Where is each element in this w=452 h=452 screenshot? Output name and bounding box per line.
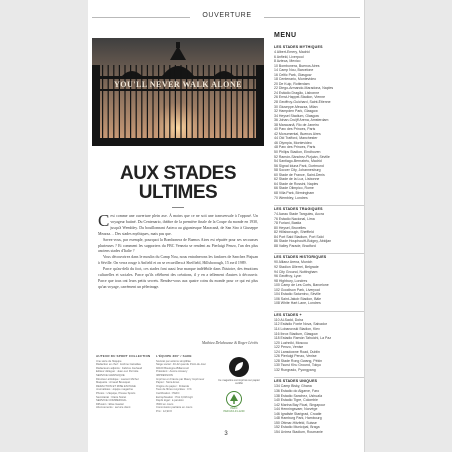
credit-line: Taux de fibres recyclées : 0 % (156, 388, 192, 392)
menu-item[interactable]: 46 Olympia, Montevideo (274, 140, 312, 145)
credit-line: Président : Aurore Amaury (156, 370, 188, 374)
menu-item[interactable]: 98 Highbury, Londres (274, 278, 308, 283)
menu-item[interactable]: 10 Bombonera, Buenos Aires (274, 63, 320, 68)
credit-line: IMPRESSION (156, 373, 173, 377)
menu-item[interactable]: 66 Stade Olimpico, Rome (274, 186, 314, 191)
menu-item[interactable]: 18 Centenario, Montevideo (274, 77, 317, 82)
page-number: 3 (224, 431, 228, 437)
gate-bar (203, 65, 204, 138)
credit-line: Origine du papier : Finlande (156, 384, 190, 388)
menu-item[interactable]: 4 Albert-Emery, Madrid (274, 50, 310, 54)
credit-line: Directeur artistique : Laurent Michel (96, 377, 139, 381)
gate-bar (152, 65, 153, 138)
credit-line: ISSN en cours (156, 402, 174, 406)
menu-section-heading: LES STADES HISTORIQUES (274, 253, 364, 260)
menu-item[interactable]: 20 De Kuip, Rotterdam (274, 81, 310, 86)
credits-lines (96, 360, 152, 410)
credits-column-2 (156, 355, 212, 414)
menu-item[interactable]: 132 Rungrado, Pyongyang (274, 367, 316, 372)
menu-item[interactable]: 88 Valley Parade, Bradford (274, 243, 316, 248)
menu-item[interactable]: 136 Estadio do Algarve, Faro (274, 389, 320, 393)
menu-item[interactable]: 42 Monumental, Buenos Aires (274, 131, 321, 136)
gate-bar (180, 65, 181, 138)
pefc-logo-icon (226, 391, 242, 407)
gate-bar (248, 65, 249, 138)
menu-list (274, 44, 364, 434)
menu-item[interactable]: 140 Estadio Tigre, Colombie (274, 398, 318, 403)
credit-line: Société par actions simplifiée (156, 359, 191, 363)
page-spine (364, 0, 365, 452)
menu-item[interactable]: 54 Santiago-Bernabéu, Madrid (274, 159, 322, 164)
credit-line: RÉDACTION ET MISE EN PAGE (96, 384, 136, 388)
title-line-2: ULTIMES (138, 182, 218, 203)
credit-line: Abonnements : service client (96, 406, 131, 410)
menu-item[interactable]: 76 Estadio Nacional, Lima (274, 216, 315, 221)
menu-item[interactable]: 32 Hampden Park, Glasgow (274, 109, 318, 114)
credit-line: Maquette : Arnaud Bousquet (96, 381, 131, 385)
menu-title: MENU (274, 32, 297, 39)
credit-line: Commission paritaire en cours (156, 406, 193, 410)
recycling-badge-icon (229, 357, 249, 377)
menu-item[interactable]: 52 Ramón-Sánchez-Pizjuán, Séville (274, 154, 330, 159)
menu-item[interactable]: 80 Heysel, Bruxelles (274, 225, 306, 230)
credits-heading: AUTEUR DU SPORT COLLECTION (96, 354, 151, 358)
menu-item[interactable]: 124 Lansdowne Road, Dublin (274, 349, 320, 354)
gate-bar (175, 65, 176, 138)
menu-item[interactable]: 26 Ernst-Happel-Stadion, Vienne (274, 95, 326, 100)
credits-column-1 (96, 355, 152, 410)
gate-bar (169, 65, 170, 138)
pefc-name: PEFC (230, 407, 238, 410)
menu-section-heading: LES STADES TRAGIQUES (274, 205, 364, 212)
menu-item[interactable]: 82 Hillsborough, Sheffield (274, 230, 314, 235)
menu-item[interactable]: 38 Maracanã, Rio de Janeiro (274, 122, 319, 127)
menu-item[interactable]: 126 Pierluigi Penzo, Venise (274, 354, 317, 359)
credit-line: Siège social : 40-42 quai du Point-du-Jour (156, 363, 207, 367)
article-signature: Mathieu Delahousse & Roger Lévêts (201, 341, 258, 345)
gate-bar (108, 65, 109, 138)
menu-section-heading: LES STADES + (274, 311, 364, 318)
pefc-code: PEFC/10-31-1240 (223, 410, 245, 413)
menu-sidebar (274, 32, 364, 434)
menu-section-heading: LES STADES UNIQUES (274, 377, 364, 384)
menu-item[interactable]: 70 Wembley, Londres (274, 195, 308, 200)
gate-bar (130, 65, 131, 138)
paragraph (98, 211, 258, 238)
menu-item[interactable]: 134 Camp Bisky, Ghana (274, 384, 312, 389)
menu-item[interactable]: 138 Estadio Sanchez, Ushuaïa (274, 393, 323, 398)
menu-item[interactable]: 22 Diego-Armando-Maradona, Naples (274, 86, 334, 91)
menu-item[interactable]: 100 Camp de Les Corts, Barcelone (274, 283, 329, 288)
menu-item[interactable]: 36 Johan-Cruijff Arena, Amsterdam (274, 118, 329, 123)
menu-item[interactable]: 48 Parc des Princes, Paris (274, 145, 316, 150)
menu-item[interactable]: 28 Geoffroy-Guichard, Saint-Étienne (274, 100, 331, 105)
gate-bar (192, 65, 193, 138)
menu-section-heading: LES STADES MYTHIQUES (274, 45, 323, 49)
banner-text: YOU'LL NEVER WALK ALONE (113, 80, 243, 89)
credit-line: Prix : 12,90 € (156, 409, 172, 413)
menu-item[interactable]: 90 Allianz Arena, Munich (274, 260, 313, 265)
gate-bar (208, 65, 209, 138)
certification-logos (214, 355, 270, 425)
menu-item[interactable]: 44 Old Trafford, Manchester (274, 136, 318, 141)
menu-item[interactable]: 110 Al-Sadd, Doha (274, 317, 304, 322)
header-rule-left (92, 17, 190, 18)
menu-item[interactable]: 106 Saint-Jakob Stadion, Bâle (274, 296, 322, 301)
paragraph: Parce qu'au-delà du foot, ces stades font aussi leur marque indélébile dans l'histoire, des émotions culturelles et sociales. Parce qu'ils célèbrent des créations, il y en a tellement d'autres à découvrir. Parce que tous ont leurs petits secrets. Rendez-vous aux quatre coins du monde pour ce qui est plus qu'un voyage, carrément un pèlerinage. (98, 267, 258, 289)
menu-item[interactable]: 114 Lobanovski Stadion, Kiev (274, 326, 320, 331)
menu-item[interactable]: 150 Ottmar-Hitzfeld, Suisse (274, 420, 317, 425)
credit-line: Éditeur délégué : Jean-Luc Perrotte (96, 370, 139, 374)
credit-line: Une série de l'Équipe (96, 359, 122, 363)
credit-line: Secrétariat : Claire Noiret (96, 395, 127, 399)
menu-item[interactable]: 102 Goodison Park, Liverpool (274, 287, 321, 292)
paragraph-text: est comme une ouverture plein axe. À moins que ce ne soit une transversale à l'opposé. Un voyageur butiné. Du Centenario, théâtre de la première finale de la Coupe du monde en 1930, jusqu'à Wembley. Du bouillonnant Azteca au gigantesque Maracanã, de San Siro à Giuseppe Meazza… Des stades mythiques, mais pas que. (98, 214, 258, 236)
credit-line: Journalistes : équipe magazine (96, 388, 134, 392)
gate-bar (102, 65, 103, 138)
menu-item[interactable]: 96 Geoffroy, Lyon (274, 274, 302, 279)
pefc-label (214, 407, 254, 413)
menu-item[interactable]: 130 Tsurui Khu Ground, Tokyo (274, 363, 321, 368)
credits-heading: L'ÉQUIPE 360° / SADE (156, 354, 192, 358)
credits-lines (156, 360, 212, 414)
gate-bar (225, 65, 226, 138)
gate-bar (186, 65, 187, 138)
credit-line: Diffusion : Elise Gautier (96, 402, 125, 406)
menu-item[interactable]: 112 Estádio Fonte Nova, Salvador (274, 322, 328, 327)
menu-item[interactable]: 8 Azteca, Mexico (274, 59, 301, 64)
menu-item[interactable]: 62 Stade de la Luz, Lisbonne (274, 177, 320, 182)
gate-bar (113, 65, 114, 138)
credit-line: Rédaction en chef : Jérôme Cazadieu (96, 363, 141, 367)
menu-item[interactable]: 128 Stade Rong Gwang, Pékin (274, 358, 323, 363)
gate-bar (119, 65, 120, 138)
credit-line: Photos : L'Équipe, Presse Sports (96, 391, 136, 395)
article-title (92, 164, 264, 202)
menu-item[interactable]: 74 Aarau Stade Tanguieu, Accra (274, 212, 324, 217)
credit-line: SERVICE COMMERCIAL (96, 399, 127, 403)
gate-bar (214, 65, 215, 138)
menu-item[interactable]: 24 Estádio Dragão, Lisbonne (274, 90, 320, 95)
gate-bar (147, 65, 148, 138)
gate-bar (158, 65, 159, 138)
menu-item[interactable]: 146 Igraliste Starigrad, Croatie (274, 411, 322, 416)
magazine-page (88, 0, 364, 452)
menu-item[interactable]: 86 Stade Houphouët-Boigny, Abidjan (274, 239, 332, 244)
leaf-icon (229, 357, 249, 377)
menu-item[interactable]: 40 Parc des Princes, Paris (274, 127, 316, 132)
credit-line: Rédacteurs adjoints : Fabrice Jouhaud (96, 366, 143, 370)
credit-line: Papier : Stora Enso (156, 381, 180, 385)
credit-line: SERVICE GRAPHIQUE (96, 373, 125, 377)
menu-item[interactable]: 16 Celtic Park, Glasgow (274, 72, 312, 77)
menu-item[interactable]: 30 Giuseppe-Meazza, Milan (274, 104, 318, 109)
badge-caption: Ce magazine est imprimé sur papier certifié (218, 379, 260, 386)
menu-item[interactable]: 116 Ibrox Stadium, Glasgow (274, 331, 318, 336)
gate-bar (242, 65, 243, 138)
credits-block (96, 355, 270, 425)
gate-bar (136, 65, 137, 138)
menu-item[interactable]: 78 Furiani, Bastia (274, 221, 302, 226)
gates-illustration (92, 38, 264, 146)
menu-item[interactable]: 60 Stade de France, Saint-Denis (274, 172, 325, 177)
menu-item[interactable]: 144 Henningsvaer, Norvège (274, 407, 318, 412)
menu-item[interactable]: 58 Soccer City, Johannesburg (274, 168, 321, 173)
credit-line: Eutrophisation : Ptot 0,016 kg/t (156, 395, 193, 399)
title-divider (172, 207, 184, 208)
menu-item[interactable]: 64 Stade de Rossini, Naples (274, 181, 319, 186)
gate-bar (236, 65, 237, 138)
menu-item[interactable]: 84 Port Said Stadium, Port Saïd (274, 234, 324, 239)
menu-item[interactable]: 118 Estadio Ramón Tahuichi, La Paz (274, 336, 332, 341)
menu-item[interactable]: 14 Camp Nou, Barcelone (274, 68, 314, 73)
tree-icon (227, 392, 241, 406)
menu-item[interactable]: 34 Heysel Stadium, Glasgow (274, 113, 319, 118)
paragraph: Vous découvrirez dans le moulin du Camp Nou, nous entraînerons les fanfares de Sanchez Pizjuan à Séville. On verra rouge à Anfield et on se recueillera à Sheffield, Hillsborough, 15 avril 1989. (98, 255, 258, 266)
menu-item[interactable]: 122 Penzo, Venise (274, 345, 304, 350)
menu-item[interactable]: 142 Marina Bay Float, Singapour (274, 402, 326, 407)
menu-item[interactable]: 50 Philips Stadion, Eindhoven (274, 150, 321, 155)
menu-item[interactable]: 92 Stadion Üllerrei, Belgrade (274, 264, 319, 269)
menu-item[interactable]: 152 Estadio Municipal, Braga (274, 425, 320, 430)
section-header (88, 12, 364, 22)
dropcap: C (98, 211, 110, 230)
menu-item[interactable]: 154 Unirea Stadium, Roumanie (274, 429, 323, 434)
menu-item[interactable]: 94 City Ground, Nottingham (274, 269, 318, 274)
gate-bar (197, 65, 198, 138)
gate-bar (124, 65, 125, 138)
article-body (98, 211, 258, 291)
paragraph: Savez-vous, par exemple, pourquoi la Bombonera de Buenos Aires est réputée pour ses secousses plurieuses ? Et comment les supporters du FBC Venezia se rendent au Pierluigi Penzo, l'un des plus anciens stades d'Italie ? (98, 237, 258, 254)
menu-item[interactable]: 108 White Hart Lane, Londres (274, 301, 321, 306)
credit-line: Certification : PEFC (156, 391, 180, 395)
menu-item[interactable]: 120 Luzhniki, Moscou (274, 340, 308, 345)
gate-bar (231, 65, 232, 138)
gate-bar (164, 65, 165, 138)
gate-bar (220, 65, 221, 138)
menu-item[interactable]: 148 Hamburg Park, Hambourg (274, 416, 322, 421)
menu-item[interactable]: 56 Signal Iduna Park, Dortmund (274, 163, 324, 168)
anfield-gates-photo (92, 38, 264, 146)
title-line-1: AUX STADES (119, 163, 237, 184)
credit-line: Imprimé en France par Maury Imprimeur (156, 377, 205, 381)
menu-item[interactable]: 68 Villa Park, Birmingham (274, 190, 315, 195)
gate-bar (141, 65, 142, 138)
menu-item[interactable]: 6 Anfield, Liverpool (274, 54, 304, 59)
header-rule-right (264, 17, 360, 18)
menu-item[interactable]: 104 Estadio Saturnino, Séville (274, 292, 321, 297)
credit-line: 92100 Boulogne-Billancourt (156, 366, 190, 370)
gate-bar (253, 65, 254, 138)
credit-line: Dépôt légal : à parution (156, 399, 184, 403)
section-label: OUVERTURE (202, 12, 252, 19)
